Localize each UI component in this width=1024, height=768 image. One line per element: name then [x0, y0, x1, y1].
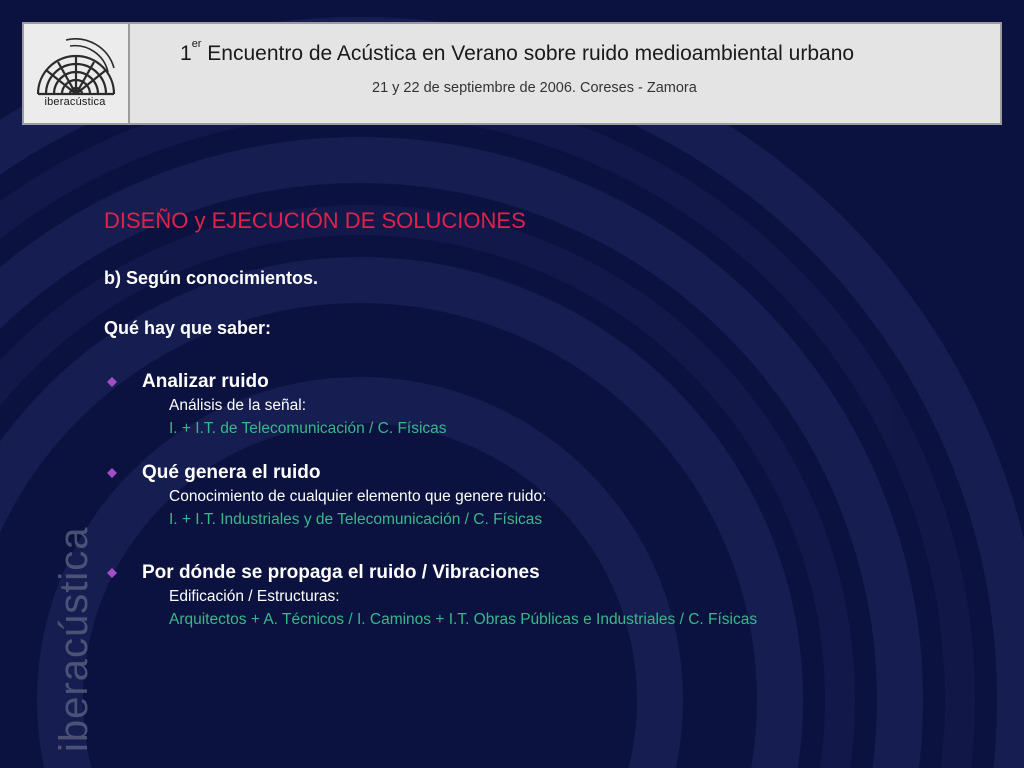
- bullet-heading: Analizar ruido: [142, 371, 269, 392]
- logo: [24, 24, 130, 123]
- event-date-location: 21 y 22 de septiembre de 2006. Coreses - Zamora: [372, 80, 697, 96]
- bullet-heading: Por dónde se propaga el ruido / Vibraciones: [142, 562, 540, 583]
- logo-arcs-icon: [36, 38, 116, 96]
- watermark-text: iberacústica: [52, 526, 96, 752]
- bullet-disciplines: I. + I.T. de Telecomunicación / C. Físicas: [169, 420, 447, 437]
- bullet-disciplines: Arquitectos + A. Técnicos / I. Caminos + I.T. Obras Públicas e Industriales / C. Físicas: [169, 611, 758, 628]
- bullet-detail: Edificación / Estructuras:: [169, 588, 340, 605]
- event-title: 1er Encuentro de Acústica en Verano sobre ruido medioambiental urbano: [180, 38, 855, 65]
- diamond-bullet-icon: [104, 374, 120, 390]
- logo-text: iberacústica: [44, 96, 106, 108]
- bullet-detail: Conocimiento de cualquier elemento que genere ruido:: [169, 488, 547, 505]
- diamond-bullet-icon: [104, 565, 120, 581]
- subheading-what-to-know: Qué hay que saber:: [104, 318, 272, 338]
- diamond-bullet-icon: [104, 465, 120, 481]
- bullet-detail: Análisis de la señal:: [169, 397, 306, 414]
- header-banner: [22, 22, 1002, 125]
- subheading-knowledge: b) Según conocimientos.: [104, 268, 319, 288]
- bullet-heading: Qué genera el ruido: [142, 462, 321, 483]
- section-title: DISEÑO y EJECUCIÓN DE SOLUCIONES: [104, 208, 526, 233]
- bullet-disciplines: I. + I.T. Industriales y de Telecomunicación / C. Físicas: [169, 511, 543, 528]
